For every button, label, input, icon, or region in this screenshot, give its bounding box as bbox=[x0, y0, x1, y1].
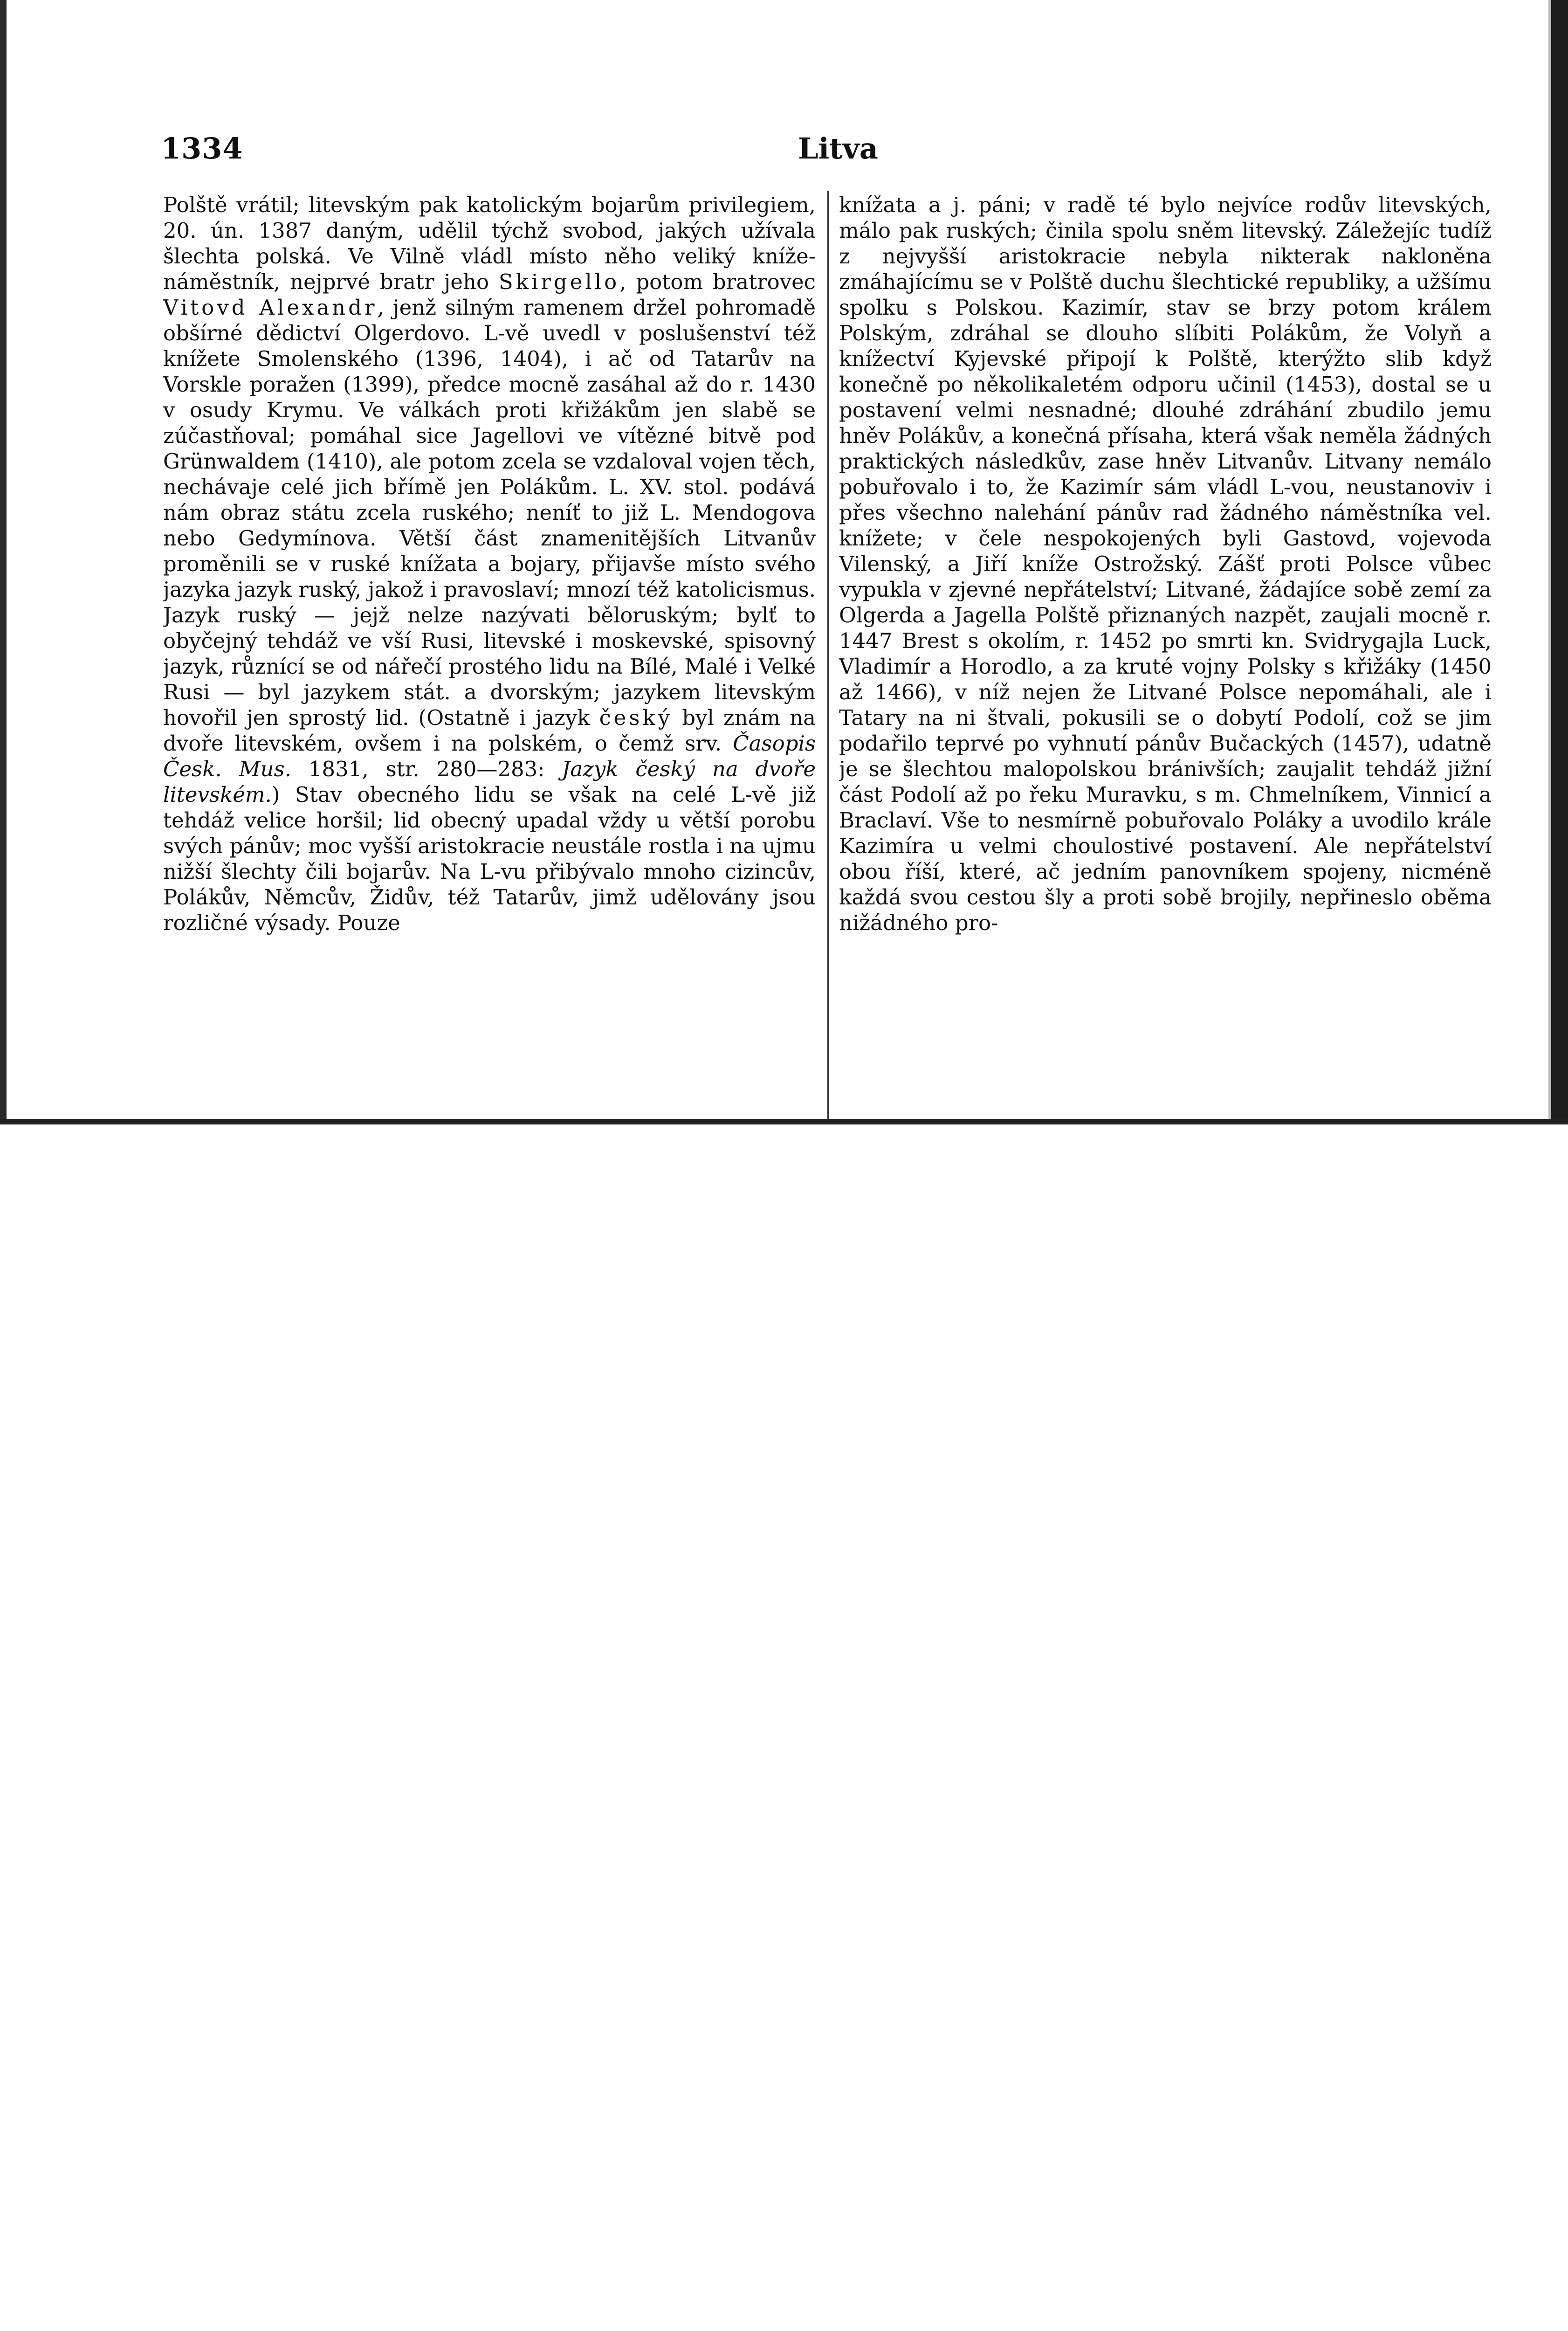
right-column bbox=[839, 192, 1492, 1117]
text-run: , jenž silným ramenem držel pohromadě obšírné dědictví Olgerdovo. L-vě uvedl v poslušenství též knížete Smolenského (1396, 1404), i ač od Tatarův na Vorskle poražen (1399), předce mocně zasáhal až do r. 1430 v osudy Krymu. Ve válkách proti křižákům jen slabě se zúčastňoval; pomáhal sice Jagellovi ve vítězné bitvě pod Grünwaldem (1410), ale potom zcela se vzdaloval vojen těch, nechávaje celé jich břímě jen Polákům. L. XV. stol. podává nám obraz státu zcela ruského; neníť to již L. Mendogova nebo Gedymínova. Větší část znamenitějších Litvanův proměnili se v ruské knížata a bojary, přijavše místo svého jazyka jazyk ruský, jakož i pravoslaví; mnozí též katolicismus. Jazyk ruský — jejž nelze nazývati běloruským; bylť to obyčejný tehdáž ve vší Rusi, litevské i moskevské, spisovný jazyk, různící se od nářečí prostého lidu na Bílé, Malé i Velké Rusi — byl jazykem stát. a dvorským; jazykem litevským hovořil jen sprostý lid. (Ostatně i jazyk bbox=[163, 295, 816, 730]
spaced-name: Vitovd Alexandr bbox=[163, 295, 378, 320]
italic-citation: Jazyk český na dvoře litevském. bbox=[163, 757, 816, 807]
scan-bottom-edge bbox=[0, 1119, 1568, 1124]
scan-left-edge bbox=[0, 0, 7, 1124]
scanned-page bbox=[0, 0, 1568, 1124]
left-column-text bbox=[163, 192, 816, 936]
left-column bbox=[163, 192, 816, 1117]
right-column-text: knížata a j. páni; v radě té bylo nejvíce rodův litevských, málo pak ruských; činila spolu sněm litevský. Záležejíc tudíž z nejvyšší aristokracie nebyla nikterak nakloněna zmáhajícímu se v Polště duchu šlechtické republiky, a užšímu spolku s Polskou. Kazimír, stav se brzy potom králem Polským, zdráhal se dlouho slíbiti Polákům, že Volyň a knížectví Kyjevské připojí k Polště, kterýžto slib když konečně po několikaletém odporu učinil (1453), dostal se u postavení velmi nesnadné; dlouhé zdráhání zbudilo jemu hněv Polákův, a konečná přísaha, která však neměla žádných praktických následkův, zase hněv Litvanův. Litvany nemálo pobuřovalo i to, že Kazimír sám vládl L-vou, neustanoviv i přes všechno nalehání pánův rad žádného náměstníka vel. knížete; v čele nespokojených byli Gastovd, vojevoda Vilenský, a Jiří kníže Ostrožský. Zášť proti Polsce vůbec vypukla v zjevné nepřátelství; Litvané, žádajíce sobě zemí za Olgerda a Jagella Polště přiznaných nazpět, zaujali mocně r. 1447 Brest s okolím, r. 1452 po smrti kn. Svidrygajla Luck, Vladimír a Horodlo, a za kruté vojny Polsky s křižáky (1450 až 1466), v níž nejen že Litvané Polsce nepomáhali, ale i Tatary na ni štvali, pokusili se o dobytí Podolí, což se jim podařilo teprvé po vyhnutí pánův Bučackých (1457), udatně je se šlechtou malopolskou bránivších; zaujalit tehdáž jižní část Podolí až po řeku Muravku, s m. Chmelníkem, Vinnicí a Braclaví. Vše to nesmírně pobuřovalo Poláky a uvodilo krále Kazimíra u velmi choulostivé postavení. Ale nepřátelství obou říší, které, ač jedním panovníkem spojeny, nicméně každá svou cestou šly a proti sobě brojily, nepřineslo oběma nižádného pro- bbox=[839, 193, 1492, 935]
scan-right-edge bbox=[1551, 0, 1568, 1124]
spaced-word: český bbox=[599, 705, 673, 730]
text-run: ) Stav obecného lidu se však na celé L-vě již tehdáž velice horšil; lid obecný upadal vždy u větší porobu svých pánův; moc vyšší aristokracie neustále rostla i na ujmu nižší šlechty čili bojarův. Na L-vu přibývalo mnoho cizincův, Polákův, Němcův, Židův, též Tatarův, jimž udělovány jsou rozličné výsady. Pouze bbox=[163, 782, 816, 935]
text-run: byl znám na dvoře litevském, ovšem i na polském, o čemž srv. bbox=[163, 705, 816, 756]
column-divider bbox=[827, 191, 829, 1119]
running-head: Litva bbox=[798, 131, 878, 166]
page-number: 1334 bbox=[161, 131, 243, 166]
text-run: 1831, str. 280—283: bbox=[291, 757, 562, 781]
text-run: Polště vrátil; litevským pak katolickým bojarům privilegiem, 20. ún. 1387 daným, udělil týchž svobod, jakých užívala šlechta polská. Ve Vilně vládl místo něho veliký kníže-náměstník, nejprvé bratr jeho bbox=[163, 193, 816, 294]
spaced-name: Skirgello bbox=[498, 269, 620, 294]
italic-citation: Časopis Česk. Mus. bbox=[163, 731, 816, 781]
text-run: , potom bratrovec bbox=[619, 269, 816, 294]
